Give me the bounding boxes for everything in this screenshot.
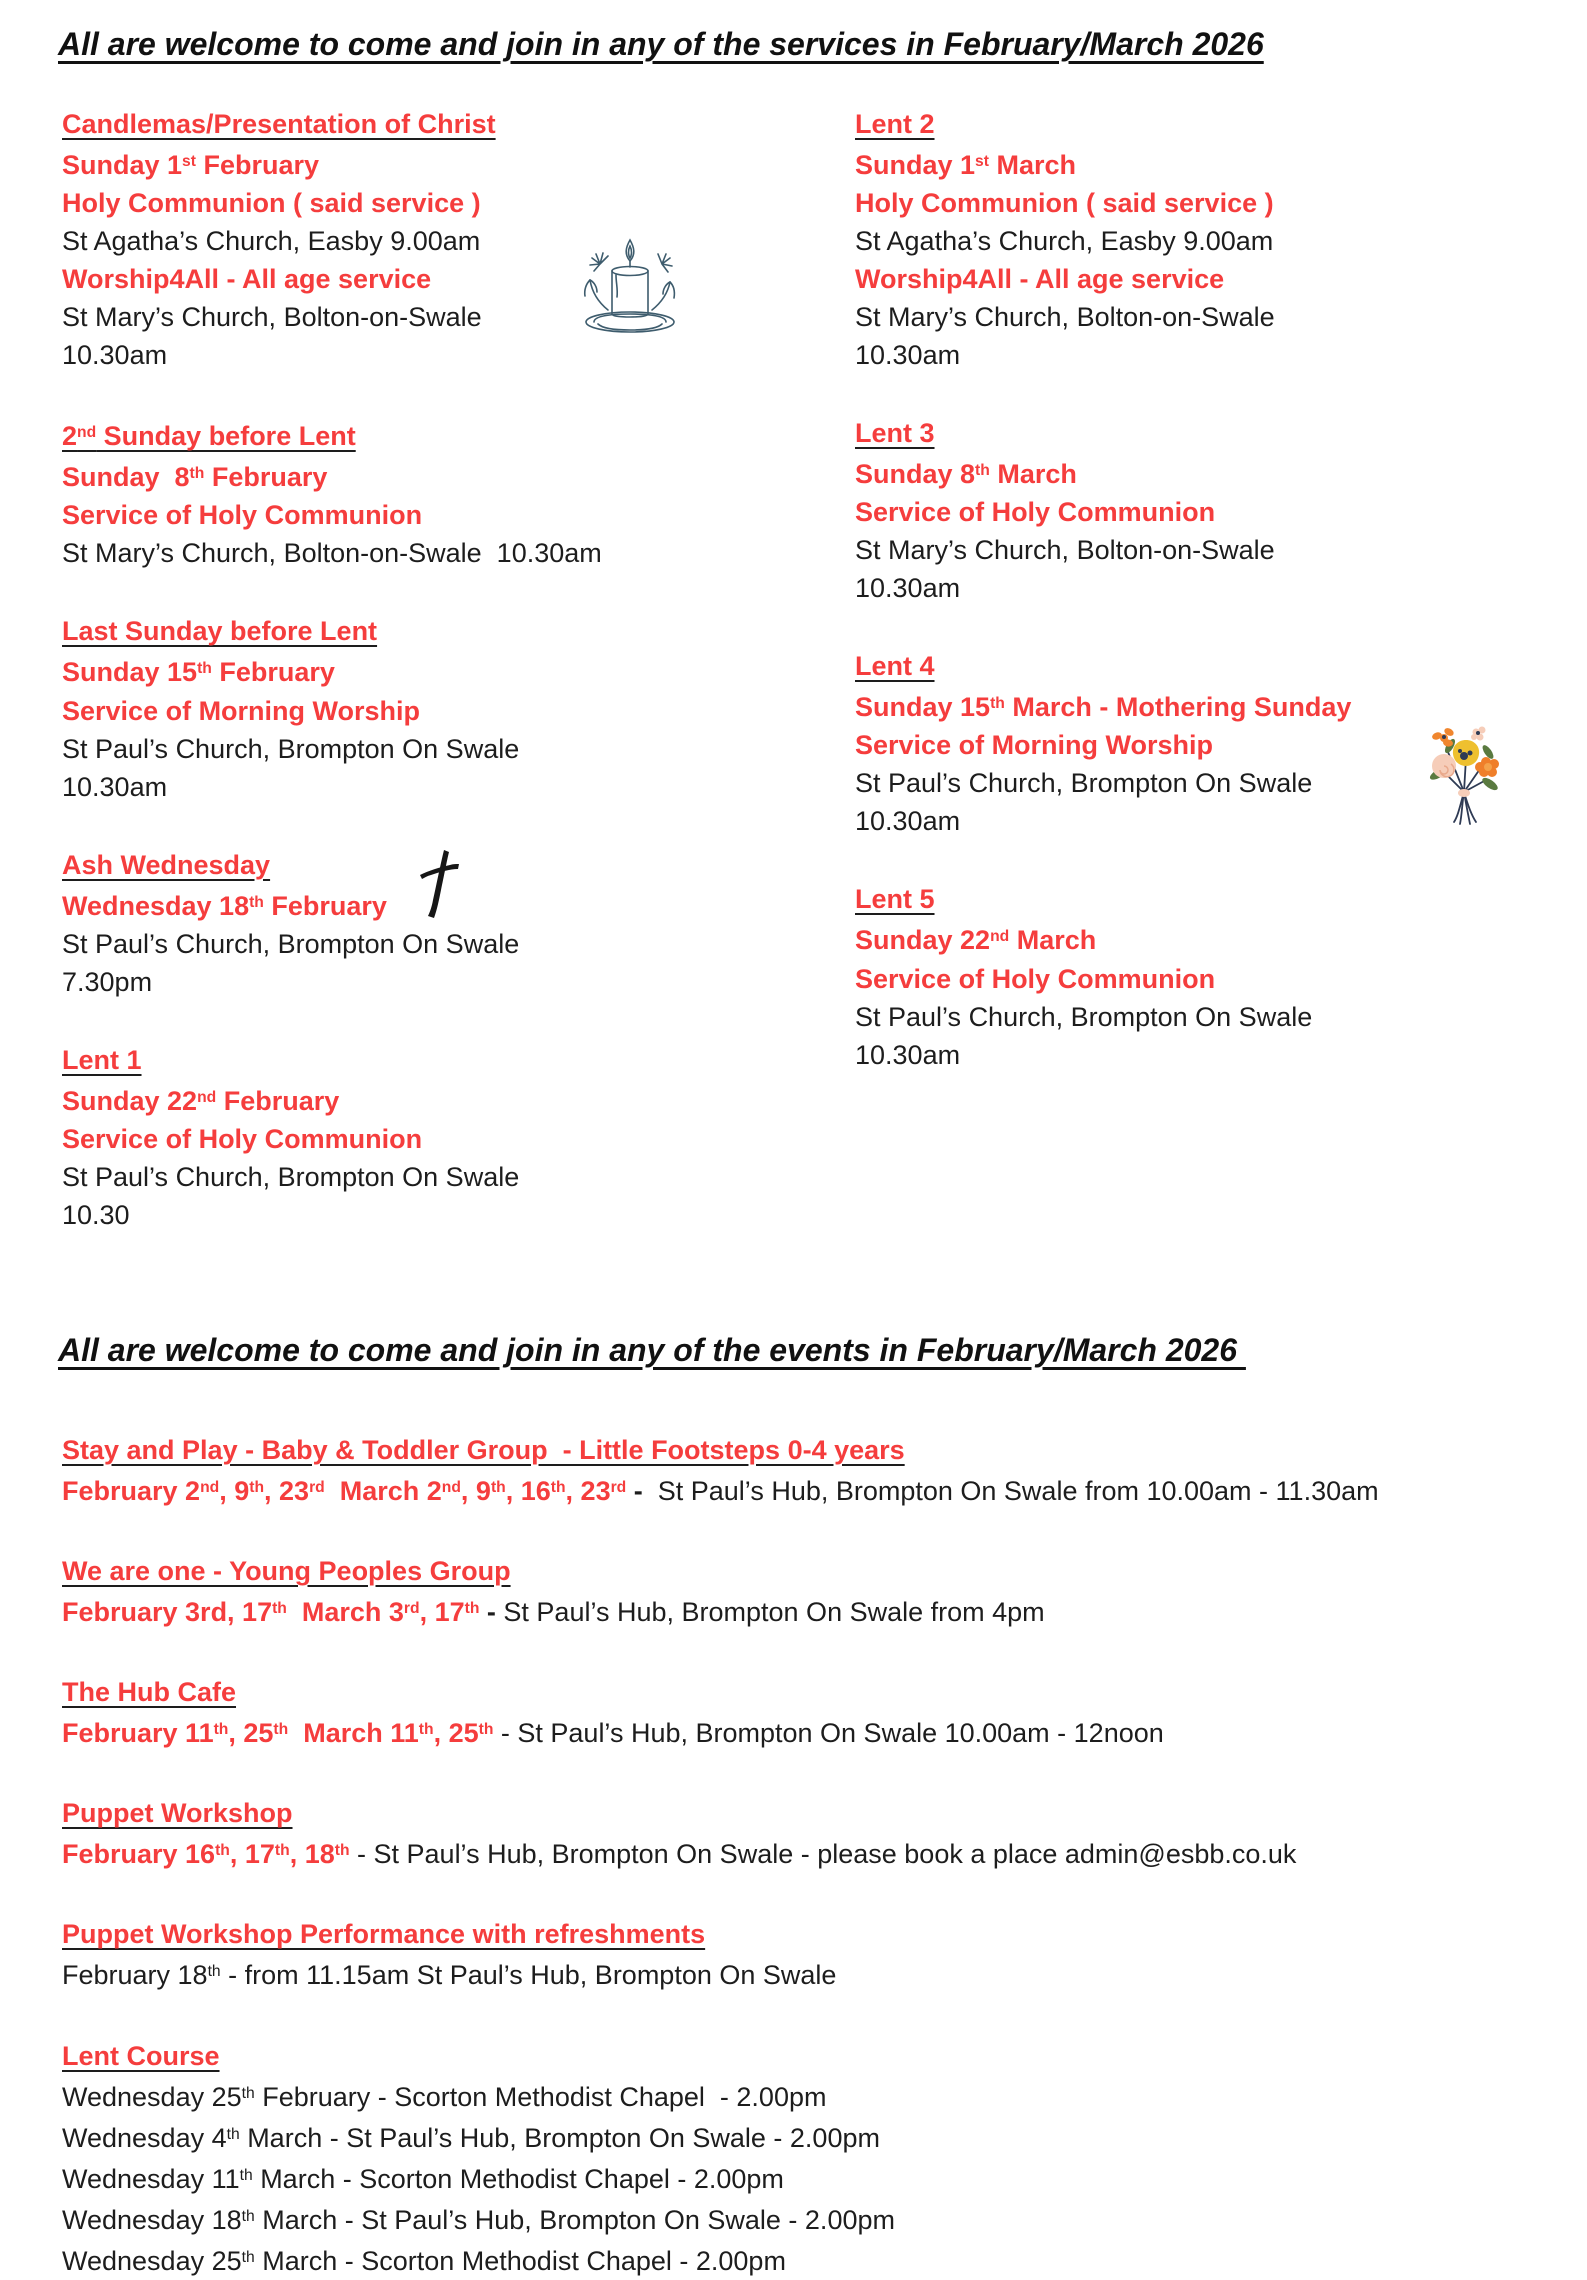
service-line: Sunday 22nd March bbox=[855, 925, 1097, 956]
event-heading: Stay and Play - Baby & Toddler Group - Little Footsteps 0-4 years bbox=[62, 1434, 905, 1465]
event-heading: Puppet Workshop Performance with refreshments bbox=[62, 1919, 706, 1950]
event-heading: The Hub Cafe bbox=[62, 1677, 237, 1708]
event-block bbox=[62, 1915, 1547, 1994]
service-block bbox=[855, 105, 1505, 374]
service-line: Worship4All - All age service bbox=[62, 264, 432, 295]
service-heading: Candlemas/Presentation of Christ bbox=[62, 109, 496, 139]
service-line: Sunday 8th March bbox=[855, 459, 1077, 490]
service-line: Wednesday 18th February bbox=[62, 890, 387, 921]
service-line: St Mary’s Church, Bolton-on-Swale bbox=[855, 535, 1275, 566]
service-line: Holy Communion ( said service ) bbox=[62, 188, 481, 219]
service-line: St Agatha’s Church, Easby 9.00am bbox=[855, 226, 1274, 257]
event-block bbox=[62, 1794, 1547, 1873]
service-line: St Paul’s Church, Brompton On Swale bbox=[855, 1001, 1313, 1032]
service-line: Service of Holy Communion bbox=[855, 497, 1216, 528]
service-line: Sunday 22nd February bbox=[62, 1085, 340, 1116]
service-line: St Paul’s Church, Brompton On Swale bbox=[62, 733, 520, 764]
service-line: St Paul’s Church, Brompton On Swale bbox=[62, 1161, 520, 1192]
event-block bbox=[62, 2037, 1547, 2280]
service-line: Sunday 15th February bbox=[62, 657, 335, 688]
service-line: Sunday 15th March - Mothering Sunday bbox=[855, 692, 1352, 723]
service-line: Service of Morning Worship bbox=[855, 730, 1214, 761]
services-left-column bbox=[62, 105, 855, 1274]
services-section-title: All are welcome to come and join in any of the services in February/March 2026 bbox=[58, 26, 1264, 62]
service-line: St Mary’s Church, Bolton-on-Swale bbox=[855, 302, 1275, 333]
event-line: Wednesday 11th March - Scorton Methodist Chapel - 2.00pm bbox=[62, 2163, 784, 2194]
event-line: February 3rd, 17th March 3rd, 17th - St Paul’s Hub, Brompton On Swale from 4pm bbox=[62, 1597, 1045, 1628]
service-heading: Lent 2 bbox=[855, 109, 935, 139]
service-heading: Lent 3 bbox=[855, 418, 935, 449]
event-line: Wednesday 25th March - Scorton Methodist Chapel - 2.00pm bbox=[62, 2246, 786, 2277]
event-block bbox=[62, 1673, 1547, 1752]
service-heading: Lent 1 bbox=[62, 1044, 142, 1075]
service-line: 10.30am bbox=[855, 573, 961, 604]
service-line: 10.30am bbox=[855, 806, 961, 837]
service-line: Holy Communion ( said service ) bbox=[855, 188, 1274, 219]
service-line: Worship4All - All age service bbox=[855, 264, 1225, 295]
service-heading: 2nd Sunday before Lent bbox=[62, 421, 356, 452]
service-line: Service of Holy Communion bbox=[62, 500, 423, 531]
service-line: Sunday 8th February bbox=[62, 462, 328, 493]
event-heading: We are one - Young Peoples Group bbox=[62, 1555, 511, 1586]
service-line: 10.30 bbox=[62, 1199, 130, 1230]
services-columns bbox=[62, 105, 1547, 1274]
service-heading: Last Sunday before Lent bbox=[62, 616, 378, 647]
service-block bbox=[855, 880, 1505, 1073]
service-line: St Mary’s Church, Bolton-on-Swale 10.30am bbox=[62, 538, 602, 569]
event-heading: Lent Course bbox=[62, 2040, 220, 2071]
service-block bbox=[62, 105, 855, 374]
service-line: 10.30am bbox=[62, 771, 168, 802]
events-section-title: All are welcome to come and join in any of the events in February/March 2026 bbox=[58, 1331, 1246, 1368]
service-line: St Paul’s Church, Brompton On Swale bbox=[855, 768, 1313, 799]
service-block bbox=[62, 612, 855, 805]
service-line: 7.30pm bbox=[62, 966, 153, 997]
service-block bbox=[62, 846, 855, 1001]
event-block bbox=[62, 1431, 1547, 1510]
event-line: February 16th, 17th, 18th - St Paul’s Hub, Brompton On Swale - please book a place admin@esbb.co.uk bbox=[62, 1839, 1297, 1870]
event-block bbox=[62, 1552, 1547, 1631]
service-line: Sunday 1st March bbox=[855, 150, 1076, 181]
service-line: Service of Holy Communion bbox=[855, 963, 1216, 994]
event-heading: Puppet Workshop bbox=[62, 1798, 293, 1829]
service-line: St Paul’s Church, Brompton On Swale bbox=[62, 928, 520, 959]
service-line: Service of Morning Worship bbox=[62, 695, 421, 726]
event-line: Wednesday 25th February - Scorton Methodist Chapel - 2.00pm bbox=[62, 2081, 827, 2112]
event-line: Wednesday 4th March - St Paul’s Hub, Brompton On Swale - 2.00pm bbox=[62, 2122, 880, 2153]
service-block bbox=[62, 1041, 855, 1234]
service-heading: Lent 4 bbox=[855, 651, 935, 682]
service-block bbox=[855, 647, 1505, 840]
service-line: St Agatha’s Church, Easby 9.00am bbox=[62, 226, 481, 257]
services-right-column bbox=[855, 105, 1505, 1274]
service-line: 10.30am bbox=[62, 340, 168, 371]
service-block bbox=[62, 414, 855, 572]
service-line: Sunday 1st February bbox=[62, 150, 320, 181]
events-list bbox=[62, 1431, 1547, 2280]
service-line: Service of Holy Communion bbox=[62, 1123, 423, 1154]
event-line: February 18th - from 11.15am St Paul’s Hub, Brompton On Swale bbox=[62, 1960, 837, 1991]
service-block bbox=[855, 414, 1505, 607]
service-heading: Lent 5 bbox=[855, 884, 935, 915]
service-line: St Mary’s Church, Bolton-on-Swale bbox=[62, 302, 482, 333]
service-heading: Ash Wednesday bbox=[62, 849, 271, 880]
event-line: February 2nd, 9th, 23rd March 2nd, 9th, 16th, 23rd - St Paul’s Hub, Brompton On Swale from 10.00am - 11.30am bbox=[62, 1475, 1379, 1506]
event-line: Wednesday 18th March - St Paul’s Hub, Brompton On Swale - 2.00pm bbox=[62, 2205, 895, 2236]
service-line: 10.30am bbox=[855, 1039, 961, 1070]
event-line: February 11th, 25th March 11th, 25th - St Paul’s Hub, Brompton On Swale 10.00am - 12noon bbox=[62, 1718, 1164, 1749]
service-line: 10.30am bbox=[855, 340, 961, 371]
